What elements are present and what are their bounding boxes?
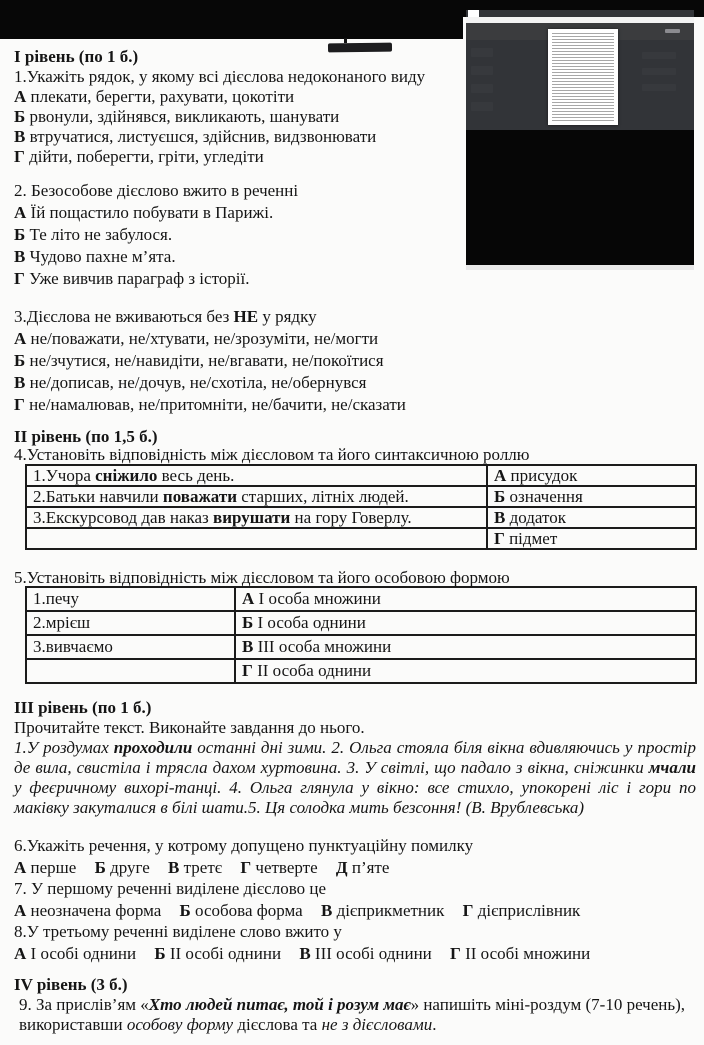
table-cell-answer: Б І особа однини [235, 611, 696, 635]
answer-option: Г ІІ особі множини [450, 943, 591, 963]
answer-option: Б ІІ особі однини [154, 943, 282, 963]
table-row [26, 528, 696, 549]
answer-option: Г Уже вивчив параграф з історії. [14, 269, 250, 288]
question-stem: 1.Укажіть рядок, у якому всі дієслова недоконаного виду [14, 67, 426, 86]
level-1-heading: І рівень (по 1 б.) [14, 47, 139, 66]
question-6-stem: 6.Укажіть речення, у котрому допущено пунктуаційну помилку [14, 836, 474, 855]
answer-option: Г не/намалював, не/притомніти, не/бачити, не/сказати [14, 395, 406, 414]
table-cell-sentence: 1.Учора сніжило весь день. [26, 465, 487, 486]
table-cell-verb: 2.мрієш [26, 611, 235, 635]
question-6-options [14, 857, 696, 879]
table-cell-answer: Г ІІ особа однини [235, 659, 696, 683]
sidebar-thumbnail [471, 102, 493, 111]
redaction-tick [344, 38, 347, 43]
reading-instruction: Прочитайте текст. Виконайте завдання до нього. [14, 718, 365, 737]
table-cell-answer: В ІІІ особа множини [235, 635, 696, 659]
inset-bottom-strip [466, 265, 694, 270]
table-cell-answer: Г підмет [487, 528, 696, 549]
table-cell-sentence: 3.Екскурсовод дав наказ вирушати на гору Говерлу. [26, 507, 487, 528]
table-row [26, 465, 696, 486]
table-cell-verb: 1.печу [26, 587, 235, 611]
answer-option: А І особі однини [14, 943, 137, 963]
embedded-viewer-screenshot [466, 10, 694, 270]
question-7-stem: 7. У першому реченні виділене дієслово це [14, 879, 327, 898]
matching-table-q4 [25, 464, 697, 550]
answer-option: В втручатися, листуєшся, здійснив, видзвонювати [14, 127, 377, 146]
answer-option: Г дійти, поберегти, гріти, угледіти [14, 147, 264, 166]
question-8-options [14, 943, 696, 965]
answer-option: В не/дописав, не/дочув, не/схотіла, не/обернувся [14, 373, 367, 392]
answer-option: В ІІІ особі однини [299, 943, 432, 963]
table-cell-sentence: 2.Батьки навчили поважати старших, літніх людей. [26, 486, 487, 507]
page-thumbnail [548, 29, 618, 125]
answer-option: Д п’яте [335, 857, 390, 877]
level-2-heading: ІІ рівень (по 1,5 б.) [14, 427, 158, 446]
question-stem: 3.Дієслова не вживаються без НЕ у рядку [14, 307, 317, 326]
inset-black-area [466, 130, 694, 265]
answer-option: А плекати, берегти, рахувати, цокотіти [14, 87, 295, 106]
reading-text: 1.У роздумах проходили останні дні зими. 2. Ольга стояла біля вікна вдивляючись у простір де вила, свистіла і трясла дахом хуртовина. 3. У світлі, що падало з вікна, сніжинки мчали у феєричному вихорі-танці. 4. Ольга глянула у вікно: все стихло, упокорені ліс і гори по маківку закуталися в білі шати.5. Ця солодка мить безсоння! (В. Врублевська) [14, 738, 696, 817]
question-9: 9. За прислів’ям «Хто людей питає, той і розум має» напишіть міні-роздум (7-10 речень), використавши особову форму дієслова та не з дієсловами. [19, 995, 686, 1034]
toolbar-right-control [665, 29, 680, 33]
answer-option: В Чудово пахне м’ята. [14, 247, 176, 266]
thumbnail-text-lines [552, 33, 614, 121]
answer-option: А не/поважати, не/хтувати, не/зрозуміти, не/могти [14, 329, 379, 348]
question-7-options [14, 900, 696, 922]
level-4-heading: IV рівень (3 б.) [14, 975, 128, 994]
faint-content-block [642, 68, 676, 75]
table-cell-answer: А присудок [487, 465, 696, 486]
answer-option: А неозначена форма [14, 900, 162, 920]
level-3-heading: ІІІ рівень (по 1 б.) [14, 698, 152, 717]
table-cell-answer: Б означення [487, 486, 696, 507]
table-row [26, 486, 696, 507]
answer-option: Б рвонули, здійнявся, викликають, шанувати [14, 107, 340, 126]
sidebar-thumbnail [471, 66, 493, 75]
answer-option: Б особова форма [179, 900, 303, 920]
matching-table-q5 [25, 586, 697, 684]
table-row [26, 611, 696, 635]
answer-option: Б не/зчутися, не/навидіти, не/вгавати, не/покоїтися [14, 351, 384, 370]
question-8-stem: 8.У третьому реченні виділене слово вжито у [14, 922, 342, 941]
answer-option: А перше [14, 857, 77, 877]
question-5-stem: 5.Установіть відповідність між дієсловом та його особовою формою [14, 568, 510, 587]
top-black-band [0, 0, 463, 39]
redaction-mark [328, 43, 392, 53]
table-cell-sentence [26, 528, 487, 549]
faint-content-block [642, 52, 676, 59]
table-cell-answer: А І особа множини [235, 587, 696, 611]
questions-6-8 [14, 835, 696, 964]
table-cell-answer: В додаток [487, 507, 696, 528]
answer-option: Б Те літо не забулося. [14, 225, 173, 244]
answer-option: А Їй пощастило побувати в Парижі. [14, 203, 274, 222]
table-row [26, 507, 696, 528]
answer-option: Г четверте [240, 857, 318, 877]
sidebar-thumbnail [471, 84, 493, 93]
sidebar-thumbnail [471, 48, 493, 57]
table-row [26, 659, 696, 683]
question-3 [14, 306, 696, 416]
answer-option: Б друге [94, 857, 150, 877]
question-4-stem: 4.Установіть відповідність між дієсловом та його синтаксичною роллю [14, 445, 530, 464]
table-row [26, 635, 696, 659]
answer-option: Г дієприслівник [462, 900, 581, 920]
faint-content-block [642, 84, 676, 91]
answer-option: В дієприкметник [320, 900, 445, 920]
question-stem: 2. Безособове дієслово вжито в реченні [14, 181, 299, 200]
table-row [26, 587, 696, 611]
answer-option: В третє [168, 857, 223, 877]
table-cell-verb: 3.вивчаємо [26, 635, 235, 659]
table-cell-verb [26, 659, 235, 683]
